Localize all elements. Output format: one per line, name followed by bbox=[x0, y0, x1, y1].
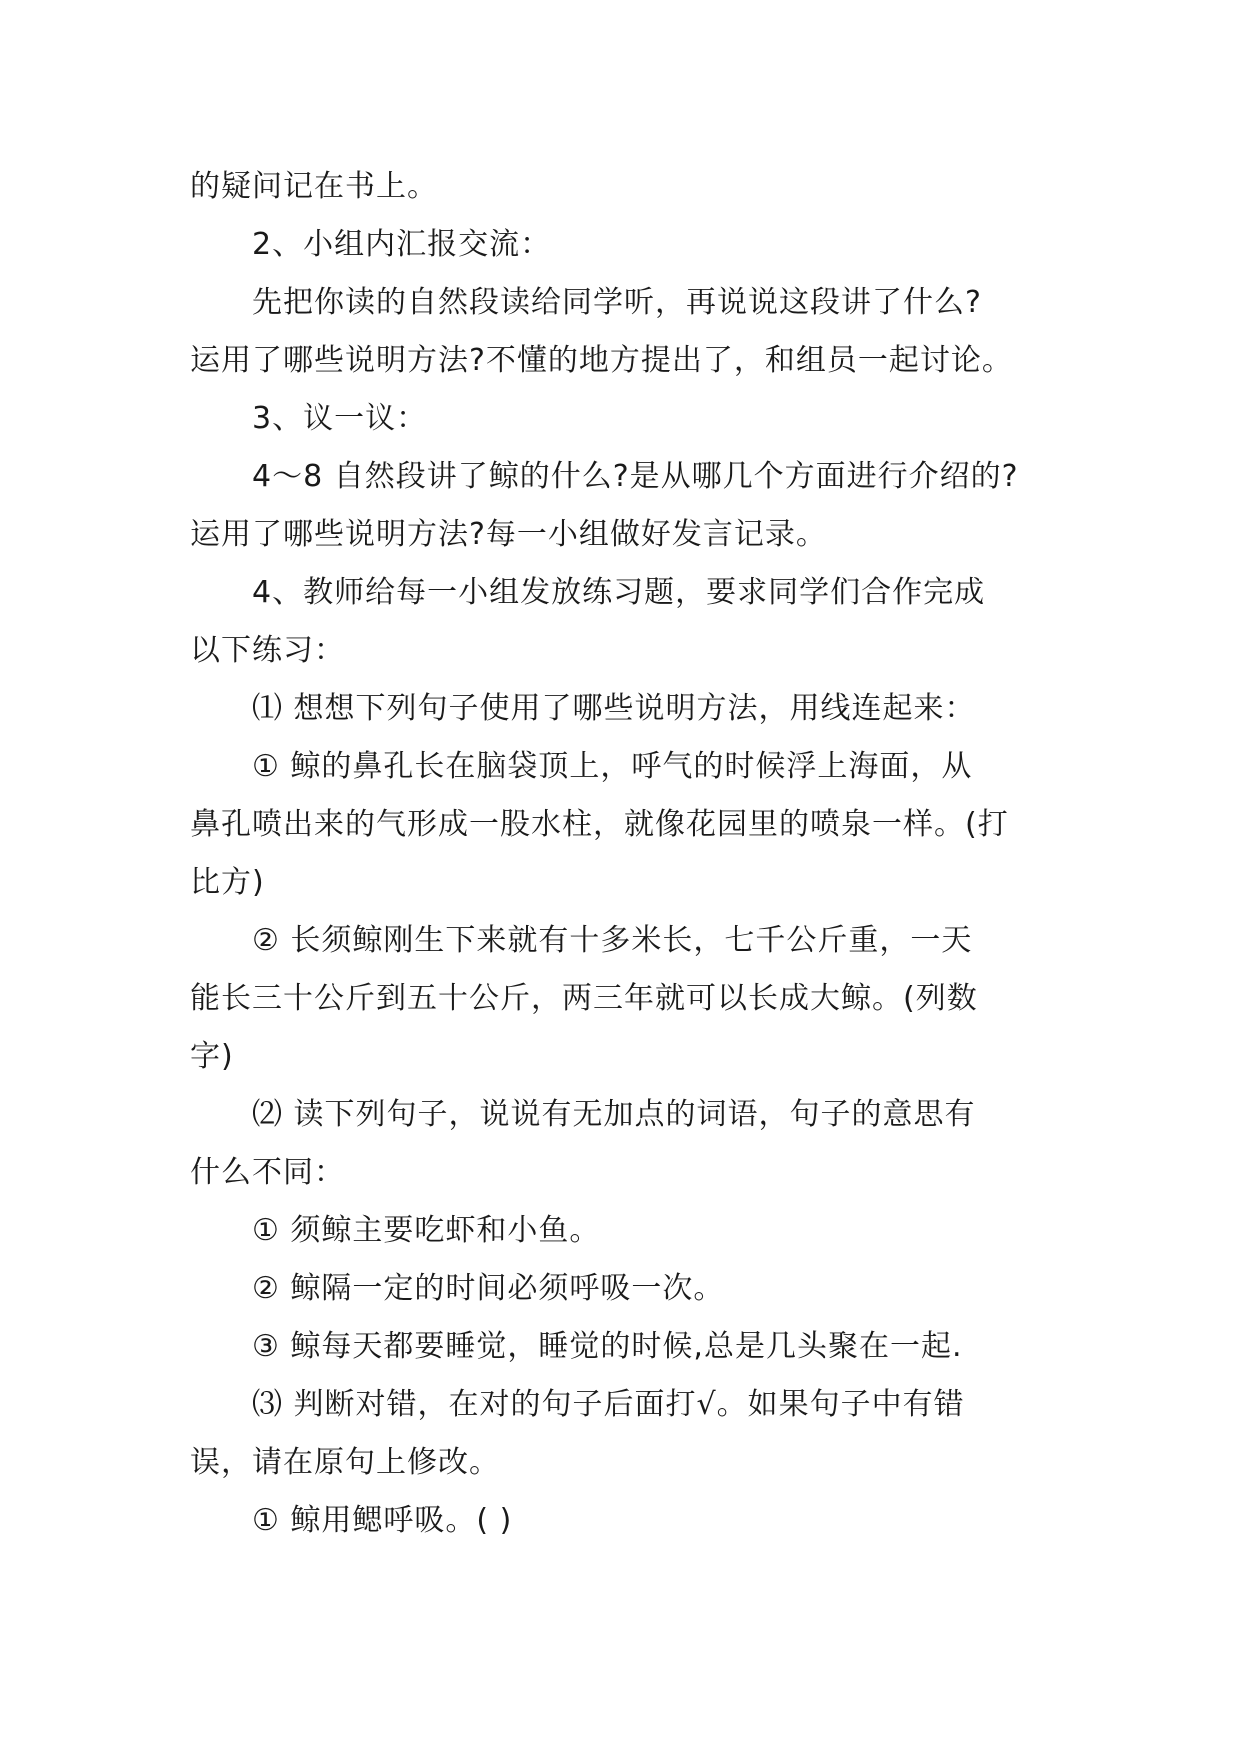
text-line: 运用了哪些说明方法?不懂的地方提出了，和组员一起讨论。 bbox=[190, 343, 1013, 378]
text-line: 3、议一议： bbox=[252, 401, 428, 436]
text-line: 误，请在原句上修改。 bbox=[190, 1445, 500, 1480]
text-line: ① 鲸用鳃呼吸。( ) bbox=[252, 1503, 513, 1538]
text-line: ② 鲸隔一定的时间必须呼吸一次。 bbox=[252, 1271, 725, 1306]
text-line: 以下练习： bbox=[190, 633, 345, 668]
text-line: ① 须鲸主要吃虾和小鱼。 bbox=[252, 1213, 601, 1248]
text-line: 能长三十公斤到五十公斤，两三年就可以长成大鲸。(列数 bbox=[190, 981, 978, 1016]
text-line: 的疑问记在书上。 bbox=[190, 169, 438, 204]
text-line: 2、小组内汇报交流： bbox=[252, 227, 552, 262]
text-line: 4、教师给每一小组发放练习题，要求同学们合作完成 bbox=[252, 575, 986, 610]
document-body bbox=[190, 158, 1060, 1550]
text-line: ③ 鲸每天都要睡觉，睡觉的时候,总是几头聚在一起. bbox=[252, 1329, 963, 1364]
text-line: ⑵ 读下列句子，说说有无加点的词语，句子的意思有 bbox=[252, 1097, 976, 1132]
text-line: 比方) bbox=[190, 865, 265, 900]
text-line: 先把你读的自然段读给同学听，再说说这段讲了什么? bbox=[252, 285, 982, 320]
text-line: ② 长须鲸刚生下来就有十多米长，七千公斤重，一天 bbox=[252, 923, 973, 958]
text-line: 4～8 自然段讲了鲸的什么?是从哪几个方面进行介绍的? bbox=[252, 459, 1019, 494]
text-line: 运用了哪些说明方法?每一小组做好发言记录。 bbox=[190, 517, 827, 552]
text-line: 什么不同： bbox=[190, 1155, 345, 1190]
text-line: ⑴ 想想下列句子使用了哪些说明方法，用线连起来： bbox=[252, 691, 976, 726]
text-line: 字) bbox=[190, 1039, 234, 1074]
text-line: 鼻孔喷出来的气形成一股水柱，就像花园里的喷泉一样。(打 bbox=[190, 807, 1009, 842]
text-line: ① 鲸的鼻孔长在脑袋顶上，呼气的时候浮上海面，从 bbox=[252, 749, 973, 784]
text-line: ⑶ 判断对错，在对的句子后面打√。如果句子中有错 bbox=[252, 1387, 965, 1422]
